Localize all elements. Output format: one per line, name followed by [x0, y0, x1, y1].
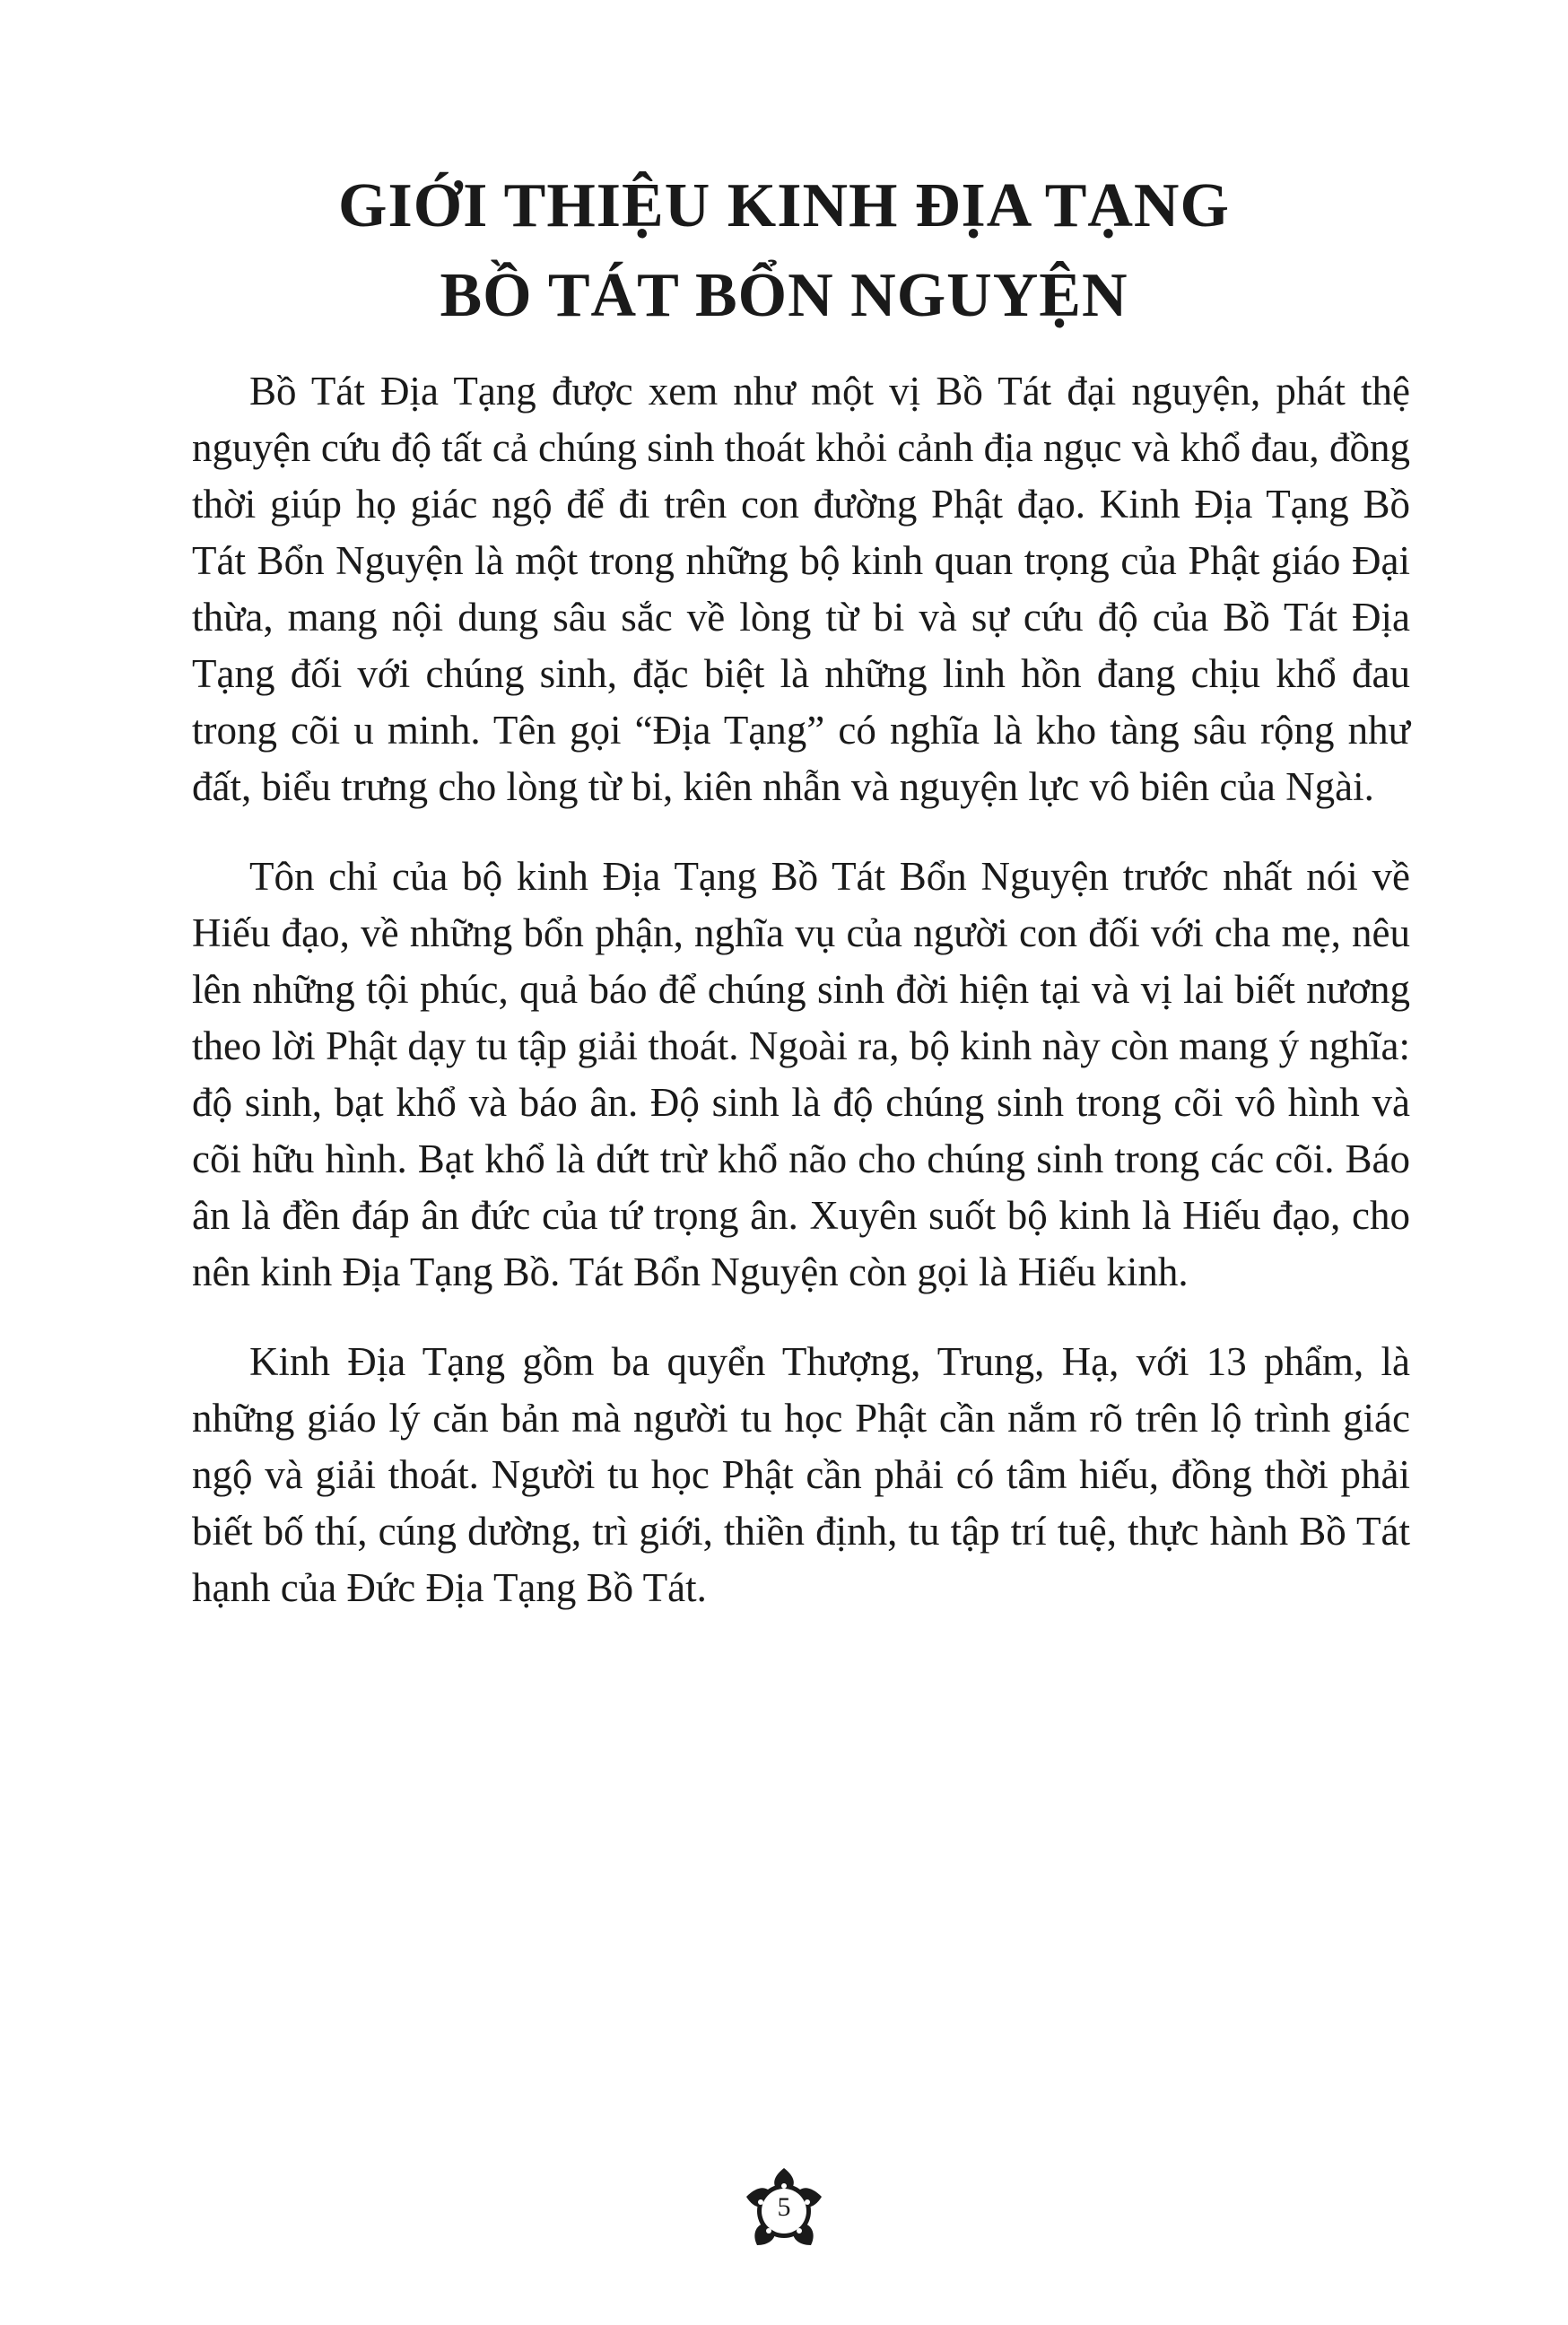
paragraph-2: Tôn chỉ của bộ kinh Địa Tạng Bồ Tát Bổn Nguyện trước nhất nói về Hiếu đạo, về những bổn phận, nghĩa vụ của người con đối với cha mẹ, nêu lên những tội phúc, quả báo để chúng sinh đời hiện tại và vị lai biết nương theo lời Phật dạy tu tập giải thoát. Ngoài ra, bộ kinh này còn mang ý nghĩa: độ sinh, bạt khổ và báo ân. Độ sinh là độ chúng sinh trong cõi vô hình và cõi hữu hình. Bạt khổ là dứt trừ khổ não cho chúng sinh trong các cõi. Báo ân là đền đáp ân đức của tứ trọng ân. Xuyên suốt bộ kinh là Hiếu đạo, cho nên kinh Địa Tạng Bồ. Tát Bổn Nguyện còn gọi là Hiếu kinh. — [192, 854, 1410, 1294]
body-text — [192, 363, 1410, 1650]
page-number: 5 — [777, 2192, 791, 2222]
page-number-ornament — [741, 2166, 827, 2252]
paragraph-1: Bồ Tát Địa Tạng được xem như một vị Bồ Tát đại nguyện, phát thệ nguyện cứu độ tất cả chúng sinh thoát khỏi cảnh địa ngục và khổ đau, đồng thời giúp họ giác ngộ để đi trên con đường Phật đạo. Kinh Địa Tạng Bồ Tát Bổn Nguyện là một trong những bộ kinh quan trọng của Phật giáo Đại thừa, mang nội dung sâu sắc về lòng từ bi và sự cứu độ của Bồ Tát Địa Tạng đối với chúng sinh, đặc biệt là những linh hồn đang chịu khổ đau trong cõi u minh. Tên gọi “Địa Tạng” có nghĩa là kho tàng sâu rộng như đất, biểu trưng cho lòng từ bi, kiên nhẫn và nguyện lực vô biên của Ngài. — [192, 369, 1410, 809]
title-line-1: GIỚI THIỆU KINH ĐỊA TẠNG — [338, 171, 1230, 240]
title-line-2: BỒ TÁT BỔN NGUYỆN — [440, 261, 1128, 330]
page-title — [0, 161, 1568, 341]
paragraph-3: Kinh Địa Tạng gồm ba quyển Thượng, Trung, Hạ, với 13 phẩm, là những giáo lý căn bản mà người tu học Phật cần nắm rõ trên lộ trình giác ngộ và giải thoát. Người tu học Phật cần phải có tâm hiếu, đồng thời phải biết bố thí, cúng dường, trì giới, thiền định, tu tập trí tuệ, thực hành Bồ Tát hạnh của Đức Địa Tạng Bồ Tát. — [192, 1339, 1410, 1610]
